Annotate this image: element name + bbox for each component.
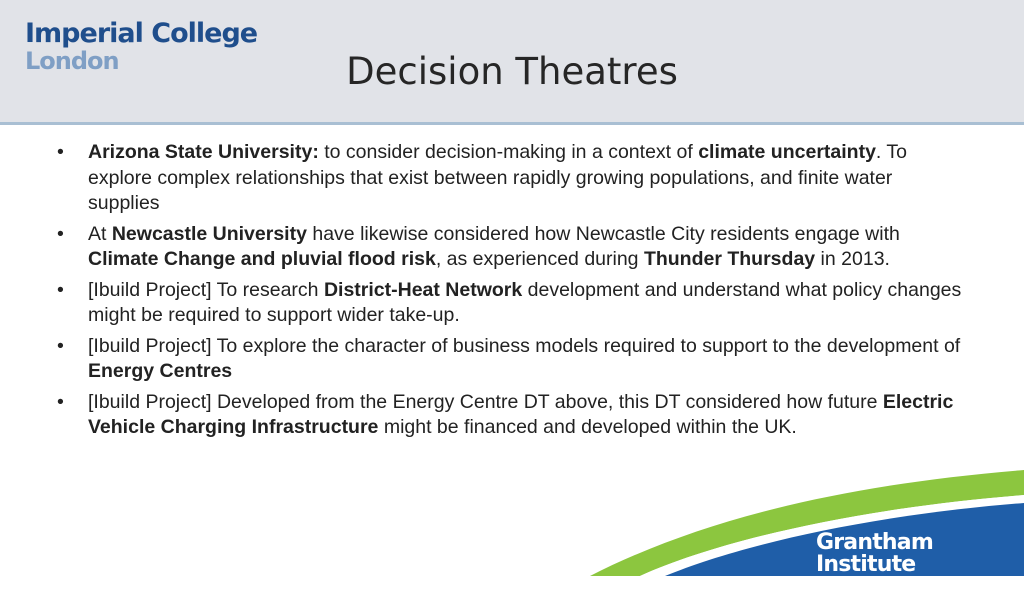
bullet-marker: •: [57, 390, 64, 413]
logo-line-2: London: [25, 47, 119, 75]
bullet-text: [Ibuild Project] To explore the character of business models required to support to the development of: [88, 334, 961, 357]
bullet-marker: •: [57, 278, 64, 301]
bullet-text: in 2013.: [815, 248, 890, 270]
bullet-emphasis: climate uncertainty: [698, 141, 876, 163]
bullet-marker: •: [57, 222, 64, 245]
bullet-emphasis: Newcastle University: [111, 222, 307, 245]
bullet-emphasis: Arizona State University:: [88, 141, 319, 163]
bullet-emphasis: Energy Centres: [88, 360, 233, 382]
bullet-emphasis: Thunder Thursday: [643, 248, 816, 270]
bullet-text: development and understand what policy changes might be required to support wider take-up.: [88, 278, 962, 326]
bullet-marker: •: [57, 334, 64, 357]
logo-line-1: Imperial College: [25, 18, 258, 49]
grantham-institute-logo: [816, 532, 1024, 591]
bullet-marker: •: [57, 141, 64, 163]
bullet-text: [Ibuild Project] To research: [88, 278, 324, 301]
bullet-emphasis: District-Heat Network: [323, 278, 523, 301]
slide-title: Decision Theatres: [346, 50, 678, 93]
bullet-text: might be financed and developed within the UK.: [378, 416, 797, 438]
bullet-text: [Ibuild Project] Developed from the Energy Centre DT above, this DT considered how future: [88, 390, 883, 413]
bullet-text: , as experienced during: [435, 248, 644, 270]
bullet-text: have likewise considered how Newcastle City residents engage with: [306, 222, 900, 245]
bullet-text: At: [88, 222, 112, 245]
bullet-text: . To explore complex relationships that exist between rapidly growing populations, and finite water supplies: [88, 141, 907, 214]
grantham-institute-subtitle: Climate Change and the Environment: [816, 579, 1014, 592]
bullet-emphasis: Electric Vehicle Charging Infrastructure: [88, 390, 954, 438]
grantham-institute-name: Grantham Institute: [816, 530, 933, 577]
bullet-emphasis: Climate Change and pluvial flood risk: [88, 248, 436, 270]
bullet-text: to consider decision-making in a context of: [318, 141, 699, 163]
